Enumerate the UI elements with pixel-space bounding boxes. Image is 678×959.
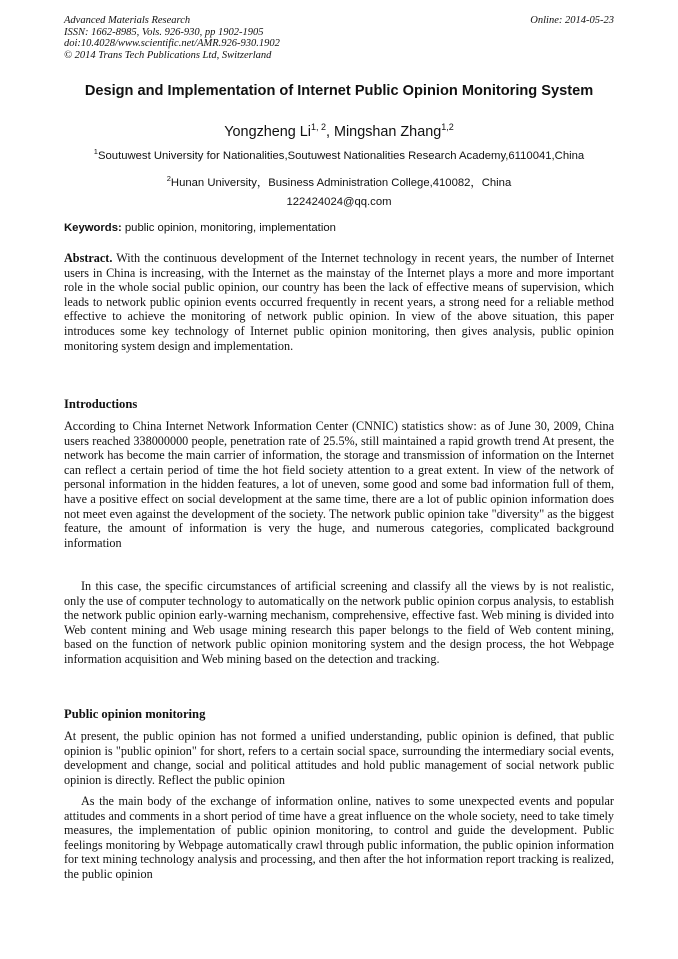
journal-name: Advanced Materials Research (64, 15, 191, 26)
author-separator: , (326, 124, 334, 140)
paragraph: According to China Internet Network Information Center (CNNIC) statistics show: as of June 30, 2009, China users reached 338000000 people, penetration rate of 25.5%, still maintained a rapid growth trend At present, the network has become the main carrier of information, the storage and transmission of information on the Internet can reflect a certain period of time the hot field society attention to a great extent. In view of the network of personal information in the hidden features, a lot of uneven, some good and some bad information full of them, have a positive effect on social development at the same time, there are a lot of public opinion information does not meet even against the development of the society. The network public opinion take "diversity" as the biggest feature, the amount of information is very the huge, and numerous categories, complicated background information (64, 419, 614, 550)
author-name: Mingshan Zhang (334, 124, 442, 140)
affiliation-mark: 1 (93, 147, 98, 156)
paragraph: As the main body of the exchange of information online, natives to some unexpected events and popular attitudes and comments in a short period of time have a great influence on the whole society, need to take timely measures, the implementation of public opinion monitoring, to control and guide the development. Public feelings monitoring by Webpage automatically crawl through public information, the public opinion information for text mining technology analysis and processing, and then after the hot information report tracking is realized, the public opinion (64, 794, 614, 881)
author-line (64, 124, 614, 140)
affiliation-text: Hunan University，Business Administration College,410082，China (170, 177, 512, 189)
section-heading: Introductions (64, 397, 138, 411)
journal-header (64, 15, 280, 61)
section-heading: Public opinion monitoring (64, 707, 206, 721)
abstract (64, 251, 614, 353)
online-date: Online: 2014-05-23 (530, 15, 614, 26)
affiliation-text: Soutuwest University for Nationalities,Soutuwest Nationalities Research Academy,6110041,China (97, 150, 585, 162)
author-email[interactable]: 122424024@qq.com (286, 196, 392, 208)
abstract-label: Abstract. (64, 251, 113, 265)
author-name: Yongzheng Li (224, 124, 311, 140)
author-affiliation-mark: 1, 2 (310, 122, 326, 132)
paper-title: Design and Implementation of Internet Public Opinion Monitoring System (84, 83, 594, 99)
affiliation-1 (40, 147, 638, 162)
paragraph: At present, the public opinion has not formed a unified understanding, public opinion is defined, that public opinion is "public opinion" for short, refers to a certain social space, surrounding the intermediary social events, development and change, social and political attitudes and hold public management of social network public opinion is directly. Reflect the public opinion (64, 729, 614, 787)
keywords-text: public opinion, monitoring, implementation (121, 222, 336, 234)
affiliation-mark: 2 (166, 174, 171, 183)
abstract-text: With the continuous development of the Internet technology in recent years, the number of Internet users in China is increasing, with the Internet as the mainstay of the Internet plays a more and more important role in the whole social public opinion, our country has been the lack of effective means of supervision, which leads to network public opinion events occurred frequently in recent years, a strong need for a reliable method effective to achieve the monitoring of network public opinion. In view of the above situation, this paper introduces some key technology of Internet public opinion monitoring, then gives analysis, public opinion monitoring system design and implementation. (64, 251, 614, 353)
affiliation-2 (40, 174, 638, 190)
journal-copyright: © 2014 Trans Tech Publications Ltd, Switzerland (64, 49, 272, 61)
keywords (64, 222, 336, 234)
author-affiliation-mark: 1,2 (441, 122, 454, 132)
journal-doi[interactable]: doi:10.4028/www.scientific.net/AMR.926-930.1902 (64, 38, 280, 49)
keywords-label: Keywords: (64, 222, 122, 234)
journal-issn: ISSN: 1662-8985, Vols. 926-930, pp 1902-1905 (64, 26, 264, 38)
paragraph: In this case, the specific circumstances of artificial screening and classify all the views by is not realistic, only the use of computer technology to automatically on the network public opinion corpus analysis, to establish the network public opinion early-warning mechanism, comprehensive, effective fast. Web mining is divided into Web content mining and Web usage mining research this paper belongs to the field of Web content mining, based on the function of network public opinion monitoring system and the design process, the hot Webpage information acquisition and Web mining based on the detection and tracking. (64, 579, 614, 666)
